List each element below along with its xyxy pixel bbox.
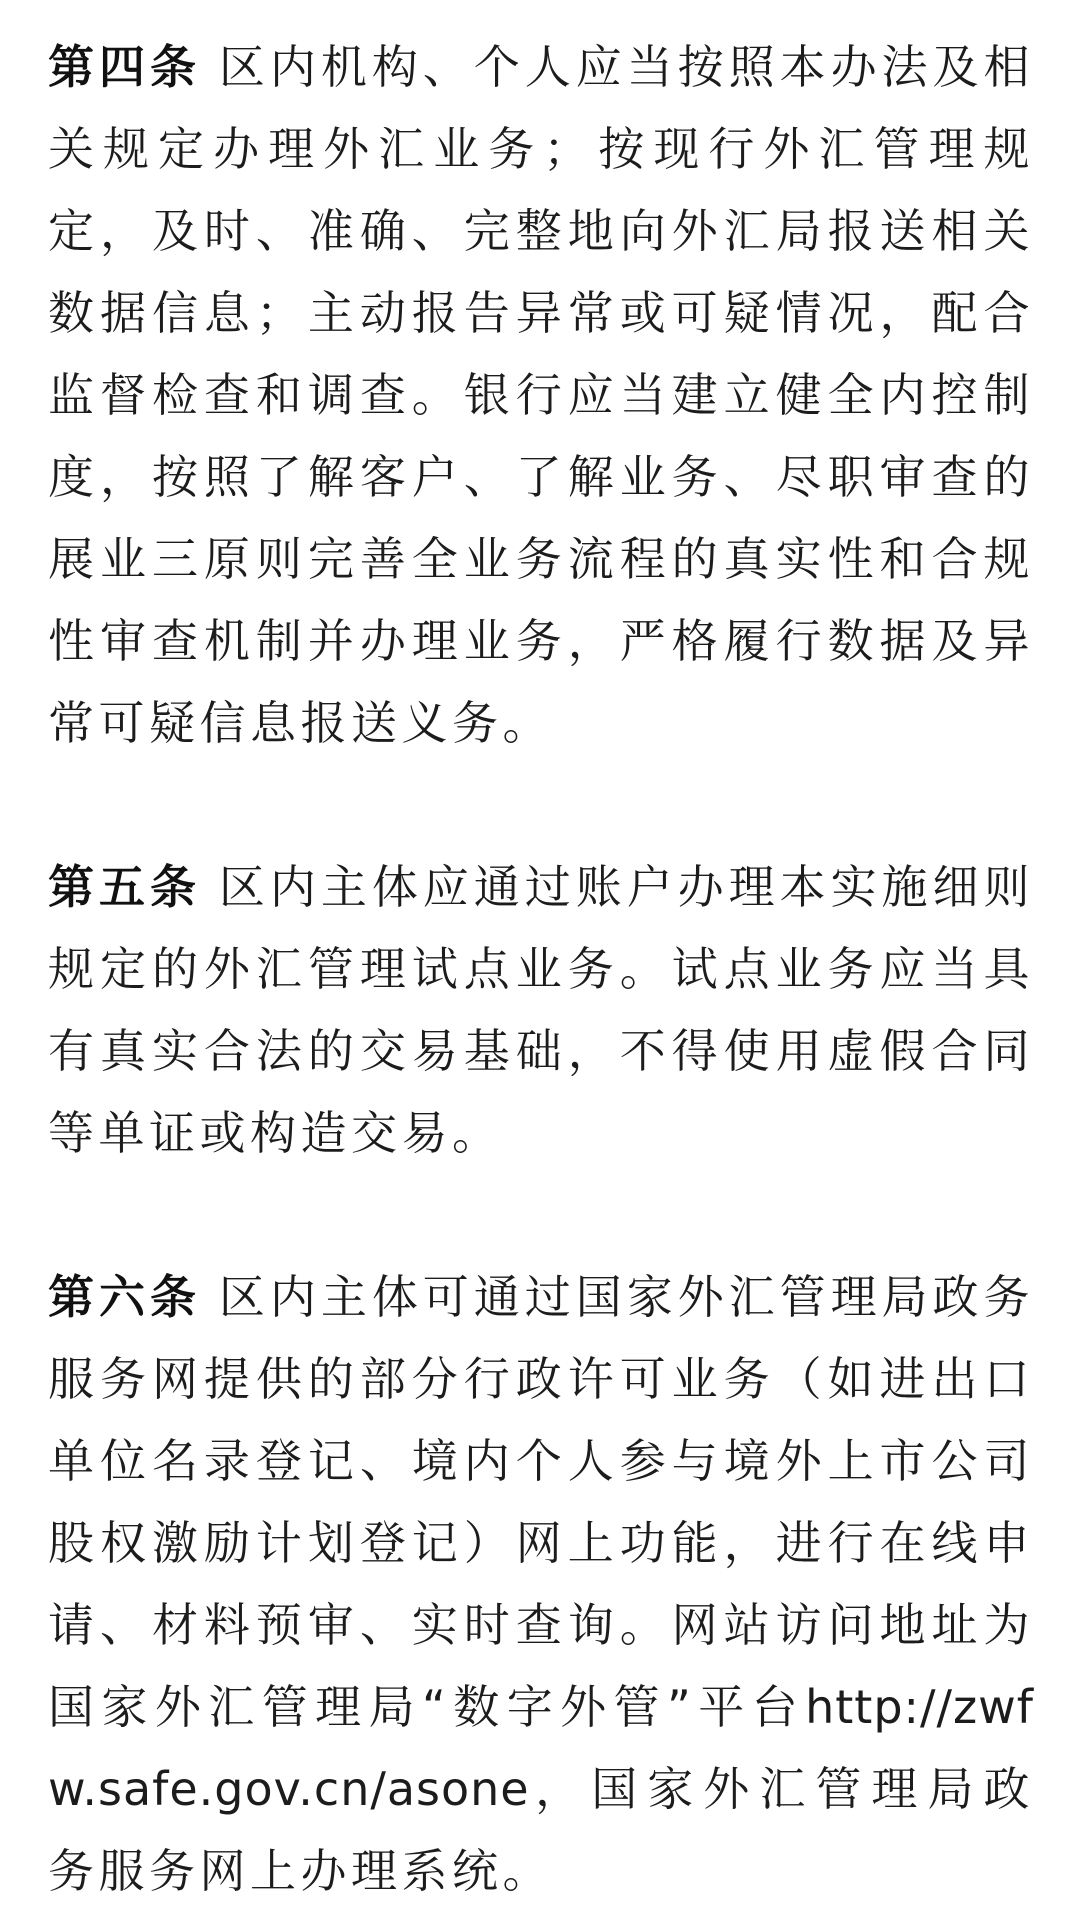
website-url: http://zwfw.safe.gov.cn/asone bbox=[48, 1680, 1034, 1816]
article-4-text: 区内机构、个人应当按照本办法及相关规定办理外汇业务；按现行外汇管理规定，及时、准确、完整地向外汇局报送相关数据信息；主动报告异常或可疑情况，配合监督检查和调查。银行应当建立健全内控制度，按照了解客户、了解业务、尽职审查的展业三原则完善全业务流程的真实性和合规性审查机制并办理业务，严格履行数据及异常可疑信息报送义务。 bbox=[48, 40, 1035, 750]
article-5-text: 区内主体应通过账户办理本实施细则规定的外汇管理试点业务。试点业务应当具有真实合法的交易基础，不得使用虚假合同等单证或构造交易。 bbox=[48, 860, 1035, 1160]
article-6-text-after-url: ，国家外汇管理局政务服务网上办理系统。 bbox=[48, 1762, 1034, 1898]
article-6-number: 第六条 bbox=[48, 1270, 201, 1324]
article-5 bbox=[48, 846, 1034, 1174]
article-4-number: 第四条 bbox=[48, 40, 201, 94]
article-4 bbox=[48, 26, 1034, 764]
article-6 bbox=[48, 1256, 1034, 1912]
article-5-number: 第五条 bbox=[48, 860, 201, 914]
article-6-text-before-url: 区内主体可通过国家外汇管理局政务服务网提供的部分行政许可业务（如进出口单位名录登记、境内个人参与境外上市公司股权激励计划登记）网上功能，进行在线申请、材料预审、实时查询。网站访问地址为国家外汇管理局“数字外管”平台 bbox=[48, 1270, 1035, 1734]
